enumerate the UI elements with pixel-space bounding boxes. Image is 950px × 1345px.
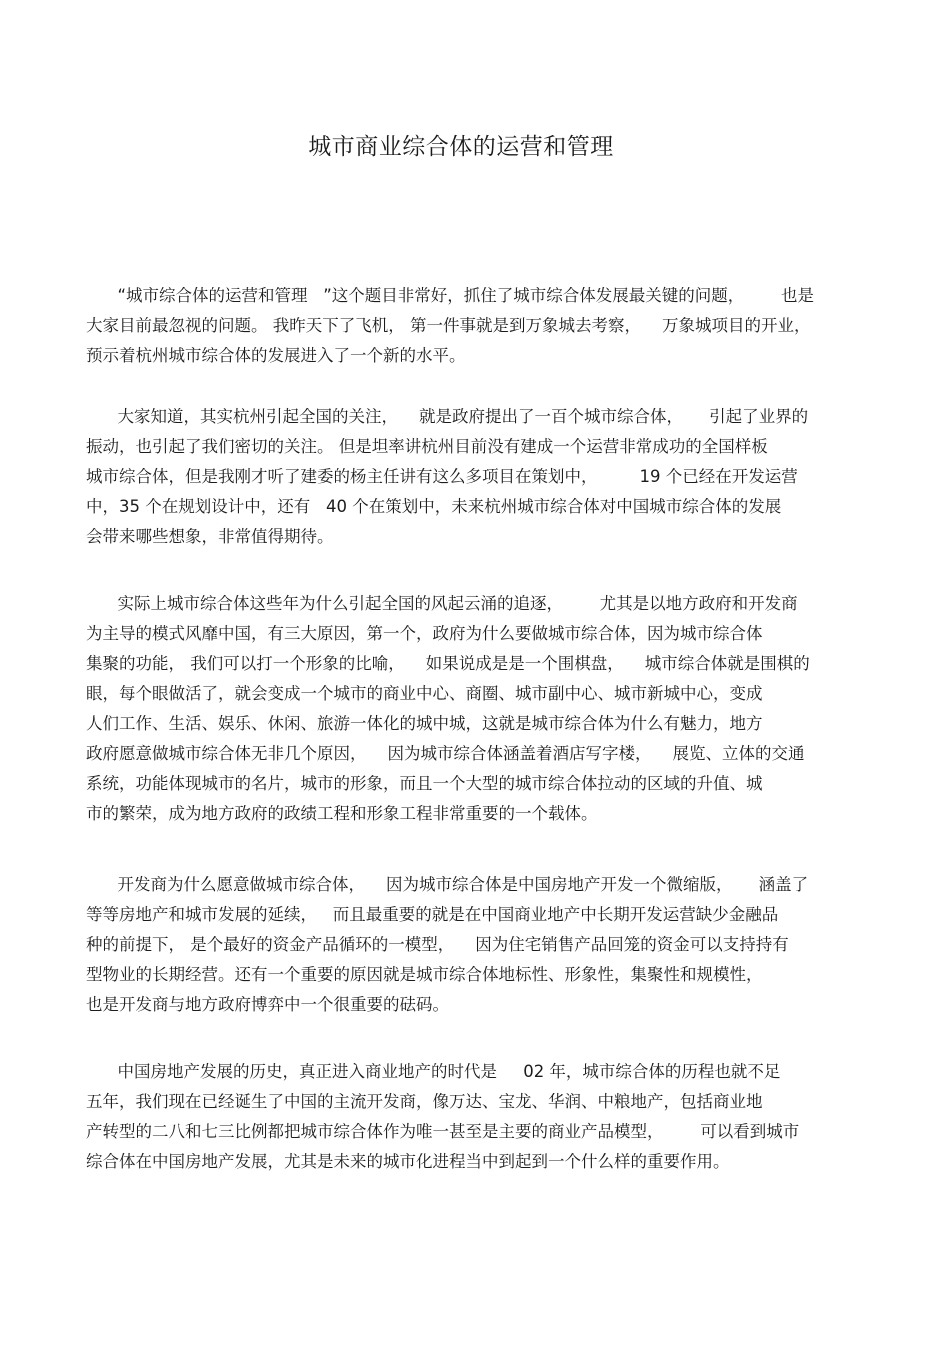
paragraph-line: 实际上城市综合体这些年为什么引起全国的风起云涌的追逐， 尤其是以地方政府和开发商 <box>86 594 798 613</box>
paragraph-line: “城市综合体的运营和管理 ”这个题目非常好，抓住了城市综合体发展最关键的问题， 也是 <box>86 286 815 305</box>
paragraph-line: 振动，也引起了我们密切的关注。 但是坦率讲杭州目前没有建成一个运营非常成功的全国样板 <box>86 437 768 456</box>
paragraph-line: 系统，功能体现城市的名片，城市的形象，而且一个大型的城市综合体拉动的区域的升值、城 <box>86 774 763 793</box>
paragraph-line: 市的繁荣，成为地方政府的政绩工程和形象工程非常重要的一个载体。 <box>86 804 598 823</box>
paragraph-line: 城市综合体，但是我刚才听了建委的杨主任讲有这么多项目在策划中， 19 个已经在开发运营 <box>86 467 798 486</box>
paragraph-line: 会带来哪些想象，非常值得期待。 <box>86 527 334 546</box>
paragraph-line: 大家知道，其实杭州引起全国的关注， 就是政府提出了一百个城市综合体， 引起了业界的 <box>86 407 809 426</box>
paragraph-line: 政府愿意做城市综合体无非几个原因， 因为城市综合体涵盖着酒店写字楼， 展览、立体的交通 <box>86 744 805 763</box>
paragraph-line: 为主导的模式风靡中国，有三大原因，第一个，政府为什么要做城市综合体，因为城市综合体 <box>86 624 763 643</box>
paragraph-line: 中，35 个在规划设计中，还有 40 个在策划中，未来杭州城市综合体对中国城市综合体的发展 <box>86 497 782 516</box>
paragraph-line: 五年，我们现在已经诞生了中国的主流开发商，像万达、宝龙、华润、中粮地产，包括商业地 <box>86 1092 763 1111</box>
paragraph-3 <box>86 589 866 829</box>
paragraph-line: 种的前提下， 是个最好的资金产品循环的一模型， 因为住宅销售产品回笼的资金可以支持持有 <box>86 935 789 954</box>
paragraph-line: 型物业的长期经营。还有一个重要的原因就是城市综合体地标性、形象性，集聚性和规模性， <box>86 965 763 984</box>
document-title: 城市商业综合体的运营和管理 <box>308 134 614 160</box>
paragraph-5 <box>86 1057 866 1177</box>
paragraph-line: 大家目前最忽视的问题。 我昨天下了飞机， 第一件事就是到万象城去考察， 万象城项目的开业， <box>86 316 811 335</box>
paragraph-line: 综合体在中国房地产发展，尤其是未来的城市化进程当中到起到一个什么样的重要作用。 <box>86 1152 730 1171</box>
paragraph-1 <box>86 281 866 371</box>
paragraph-line: 人们工作、生活、娱乐、休闲、旅游一体化的城中城，这就是城市综合体为什么有魅力，地方 <box>86 714 763 733</box>
paragraph-line: 也是开发商与地方政府博弈中一个很重要的砝码。 <box>86 995 449 1014</box>
paragraph-line: 等等房地产和城市发展的延续， 而且最重要的就是在中国商业地产中长期开发运营缺少金融品 <box>86 905 779 924</box>
paragraph-4 <box>86 870 866 1020</box>
paragraph-line: 开发商为什么愿意做城市综合体， 因为城市综合体是中国房地产开发一个微缩版， 涵盖了 <box>86 875 809 894</box>
paragraph-2 <box>86 402 866 552</box>
paragraph-line: 集聚的功能， 我们可以打一个形象的比喻， 如果说成是是一个围棋盘， 城市综合体就是围棋的 <box>86 654 810 673</box>
paragraph-line: 产转型的二八和七三比例都把城市综合体作为唯一甚至是主要的商业产品模型， 可以看到城市 <box>86 1122 800 1141</box>
paragraph-line: 预示着杭州城市综合体的发展进入了一个新的水平。 <box>86 346 466 365</box>
paragraph-line: 眼，每个眼做活了，就会变成一个城市的商业中心、商圈、城市副中心、城市新城中心，变成 <box>86 684 763 703</box>
paragraph-line: 中国房地产发展的历史，真正进入商业地产的时代是 02 年，城市综合体的历程也就不足 <box>86 1062 781 1081</box>
